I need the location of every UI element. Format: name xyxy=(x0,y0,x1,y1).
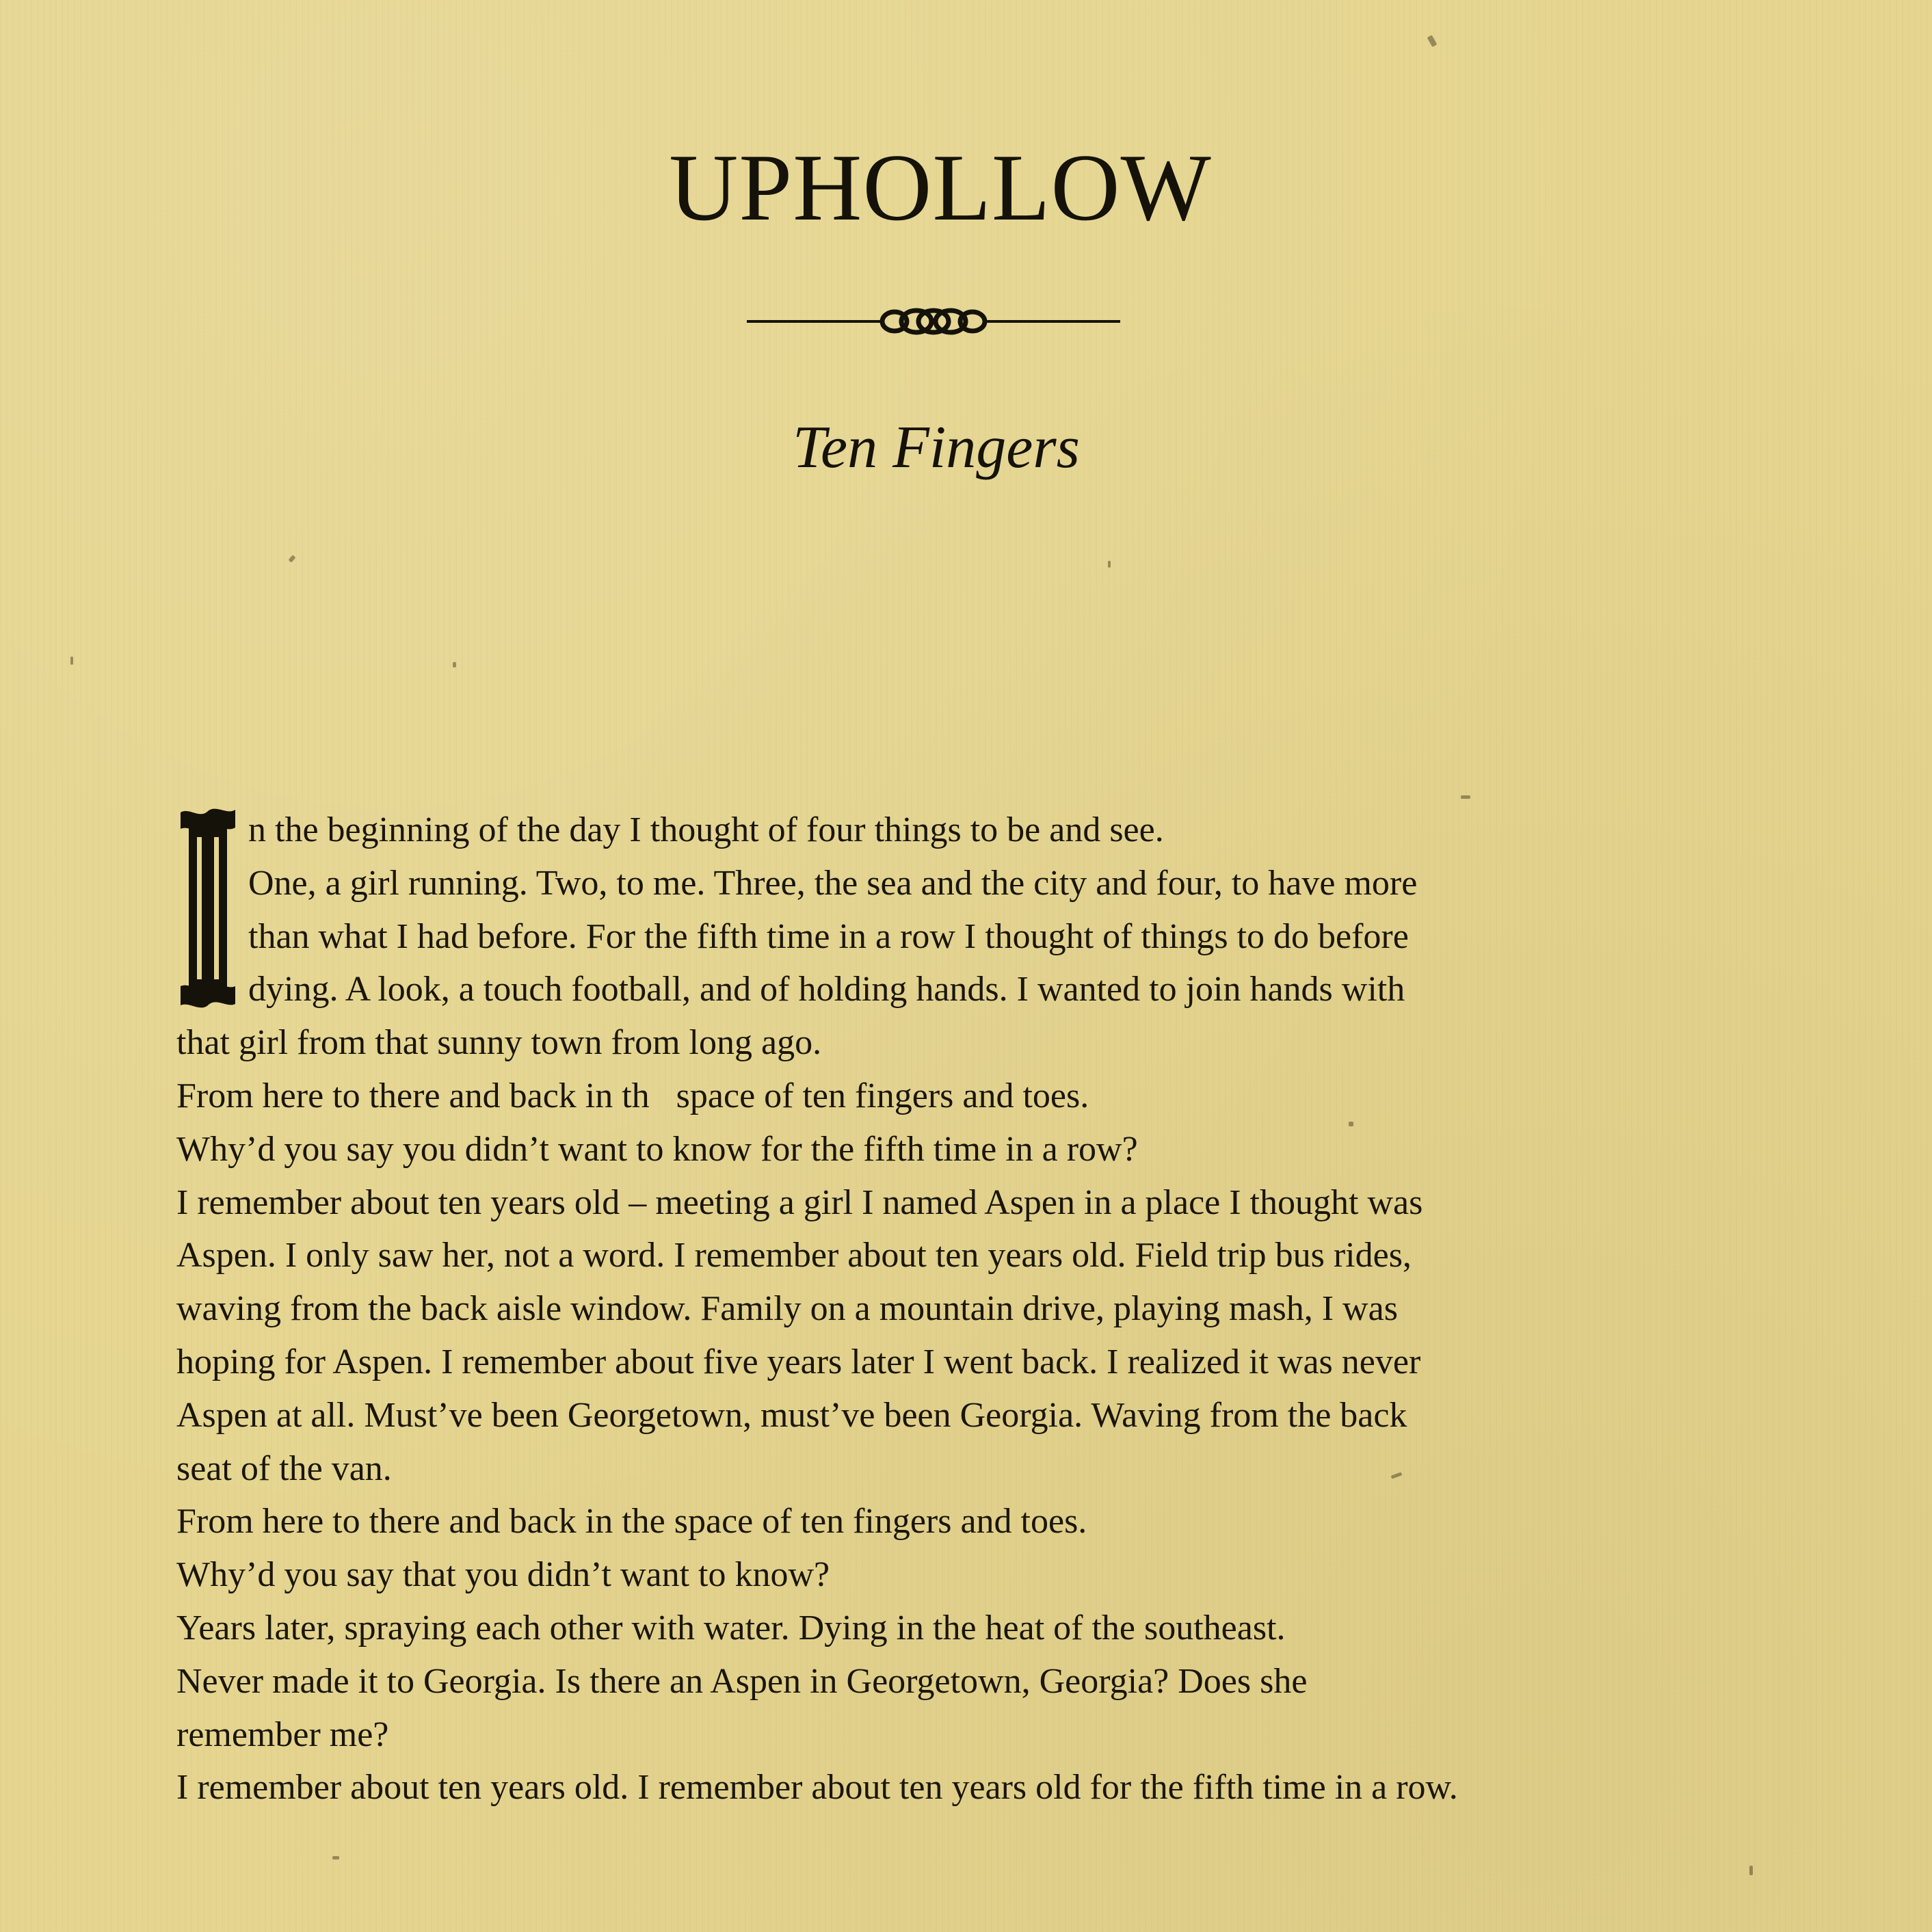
lyric-line: seat of the van. xyxy=(176,1448,392,1488)
paper-speck xyxy=(453,662,456,667)
lyric-line: Why’d you say that you didn’t want to know? xyxy=(176,1555,830,1595)
lyric-line: Years later, spraying each other with water. Dying in the heat of the southeast. xyxy=(176,1608,1286,1648)
lyric-line: hoping for Aspen. I remember about five years later I went back. I realized it was never xyxy=(176,1342,1421,1381)
lyric-line: Never made it to Georgia. Is there an Aspen in Georgetown, Georgia? Does she xyxy=(176,1661,1308,1701)
lyric-line: waving from the back aisle window. Family on a mountain drive, playing mash, I was xyxy=(176,1289,1398,1329)
lyric-line: that girl from that sunny town from long ago. xyxy=(176,1023,822,1063)
lyric-line: I remember about ten years old – meeting a girl I named Aspen in a place I thought was xyxy=(176,1182,1423,1222)
lyric-line: Aspen at all. Must’ve been Georgetown, must’ve been Georgia. Waving from the back xyxy=(176,1395,1407,1435)
lyric-line: remember me? xyxy=(176,1715,389,1754)
song-title: Ten Fingers xyxy=(793,414,1080,481)
paper-speck xyxy=(332,1856,339,1860)
lyrics-body xyxy=(176,804,1736,1814)
lyric-line: I remember about ten years old. I remember about ten years old for the fifth time in a row. xyxy=(176,1768,1458,1808)
lyric-line: Aspen. I only saw her, not a word. I remember about ten years old. Field trip bus rides, xyxy=(176,1236,1412,1275)
paper-speck xyxy=(70,657,73,665)
lyric-line: than what I had before. For the fifth time in a row I thought of things to do before xyxy=(248,916,1409,956)
paper-speck xyxy=(1749,1866,1753,1875)
lyric-line: From here to there and back in the space of ten fingers and toes. xyxy=(176,1502,1087,1541)
lyric-line: n the beginning of the day I thought of four things to be and see. xyxy=(248,810,1164,849)
lyric-line: One, a girl running. Two, to me. Three, the sea and the city and four, to have more xyxy=(248,863,1418,903)
lyric-line: From here to there and back in th space of ten fingers and toes. xyxy=(176,1076,1089,1115)
lyric-line: dying. A look, a touch football, and of holding hands. I wanted to join hands with xyxy=(248,970,1405,1009)
paper-speck xyxy=(1461,795,1470,799)
page-title: UPHOLLOW xyxy=(669,135,1212,241)
lyric-line: Why’d you say you didn’t want to know for the fifth time in a row? xyxy=(176,1129,1138,1169)
paper-speck xyxy=(1108,561,1111,568)
knot-ornament-icon xyxy=(745,301,1122,342)
